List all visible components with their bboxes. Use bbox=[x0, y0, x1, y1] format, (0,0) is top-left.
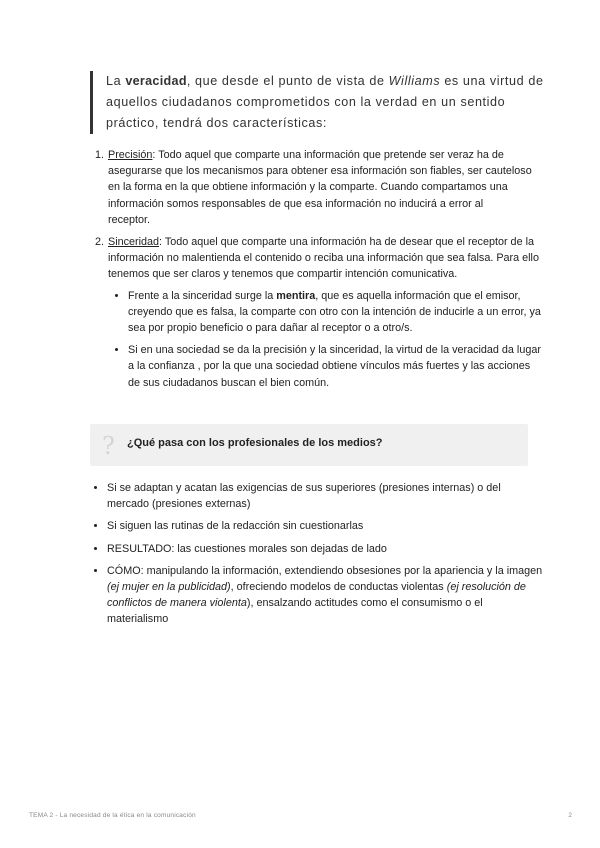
characteristics-list bbox=[90, 147, 543, 397]
callout-text: ¿Qué pasa con los profesionales de los medios? bbox=[127, 437, 383, 449]
footer-title: TEMA 2 - La necesidad de la ética en la comunicación bbox=[29, 812, 196, 819]
list-item: • RESULTADO: las cuestiones morales son dejadas de lado bbox=[107, 541, 543, 557]
list-item bbox=[128, 342, 543, 391]
point-text: , ofreciendo modelos de conductas violentas bbox=[230, 581, 447, 594]
sub-text: , que es aquella información que el emisor, creyendo que es falsa, la comparte con otro con la intención de inducirle a un error, ya sea por propio beneficio o para dañar al receptor o a otro/s. bbox=[128, 289, 541, 335]
list-item-precision bbox=[107, 147, 543, 228]
quote-text: es una virtud de aquellos ciudadanos comprometidos con la verdad en un sentido práctico, tendrá dos características: bbox=[106, 74, 544, 130]
list-item: • Si se adaptan y acatan las exigencias de sus superiores (presiones internas) o del mercado (presiones externas) bbox=[107, 480, 543, 512]
quote-term: veracidad bbox=[125, 74, 187, 88]
point-text: CÓMO: manipulando la información, extendiendo obsesiones por la apariencia y la imagen bbox=[107, 564, 543, 577]
quote-text: , que desde el punto de vista de bbox=[186, 74, 389, 88]
sincerity-text: : Todo aquel que comparte una información ha de desear que el receptor de la información no malentienda el contenido o reciba una información que sea falsa. Para ello tenemos que ser claros y tenemos que compartir intención comunicativa. bbox=[108, 236, 539, 281]
lie-term: mentira bbox=[276, 289, 316, 302]
quote-author: Williams bbox=[388, 74, 441, 88]
veracity-quote bbox=[90, 71, 546, 134]
point-example: (ej mujer en la publicidad) bbox=[107, 581, 231, 594]
question-mark-icon: ? bbox=[102, 432, 115, 460]
quote-text: La bbox=[106, 74, 126, 88]
media-professionals-callout bbox=[90, 424, 528, 466]
precision-title: Precisión bbox=[108, 149, 153, 161]
media-points-list bbox=[90, 480, 543, 634]
point-text: ), ensalzando actitudes como el consumismo o el materialismo bbox=[107, 597, 483, 626]
sincerity-sub-list bbox=[108, 288, 543, 391]
list-item bbox=[128, 288, 543, 337]
sub-text: Frente a la sinceridad surge la bbox=[128, 289, 277, 302]
list-item: • Si siguen las rutinas de la redacción sin cuestionarlas bbox=[107, 518, 543, 534]
precision-text: : Todo aquel que comparte una información que pretende ser veraz ha de asegurarse que los mecanismos para obtener esa información son fiables, ser cauteloso en la forma en la que obtiene información y la comparte. Cuando compartamos una información somos responsables de que esa información no inducirá a error al bbox=[108, 149, 532, 210]
point-example: (ej resolución de conflictos de manera violenta bbox=[107, 581, 526, 610]
list-item bbox=[107, 563, 543, 628]
precision-text-end: receptor. bbox=[108, 213, 151, 226]
list-item-sincerity bbox=[107, 234, 543, 391]
page-number: 2 bbox=[568, 812, 572, 819]
sincerity-title: Sinceridad bbox=[108, 236, 160, 249]
sub-text: Si en una sociedad se da la precisión y la sinceridad, la virtud de la veracidad da lugar a la confianza , por la que una sociedad obtiene vínculos más fuertes y las acciones de sus ciudadanos buscan el bien común. bbox=[128, 344, 541, 389]
